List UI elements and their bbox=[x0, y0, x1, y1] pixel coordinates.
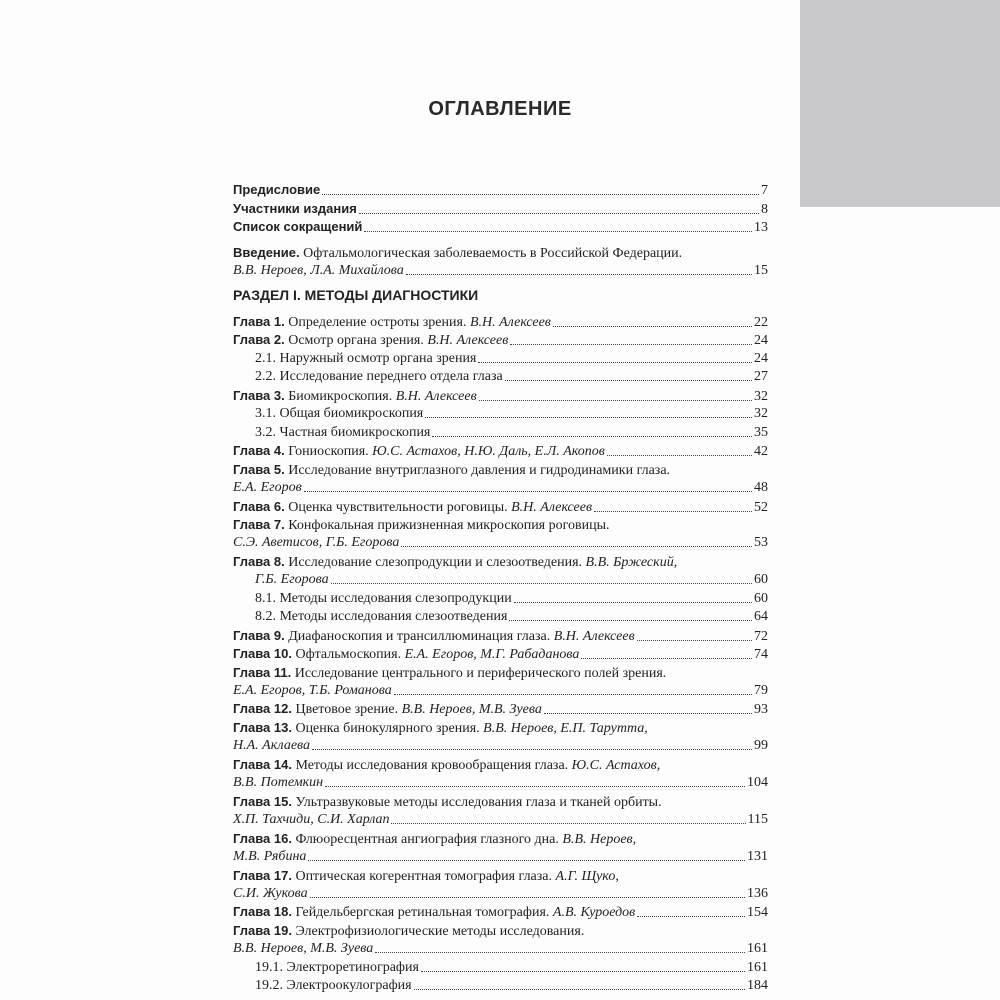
toc-line bbox=[233, 922, 768, 939]
chapter-title: Конфокальная прижизненная микроскопия роговицы. bbox=[284, 517, 610, 533]
toc-entry-text bbox=[255, 590, 512, 607]
toc-line bbox=[233, 830, 768, 847]
dot-leader bbox=[406, 273, 752, 275]
chapter-number: Глава 15. bbox=[233, 793, 292, 809]
toc-entry-text bbox=[255, 350, 476, 367]
toc-line bbox=[233, 608, 768, 625]
toc-entry-text bbox=[233, 940, 373, 957]
chapter-title: Биомикроскопия. bbox=[284, 388, 396, 404]
toc-entry bbox=[233, 181, 768, 199]
chapter-number: Глава 9. bbox=[233, 627, 285, 643]
toc-line bbox=[233, 885, 768, 902]
chapter-title: Гониоскопия. bbox=[284, 444, 373, 460]
toc-line bbox=[233, 700, 768, 717]
page-number: 48 bbox=[754, 480, 768, 496]
dot-leader bbox=[553, 325, 752, 327]
toc-line bbox=[233, 959, 768, 976]
toc-line bbox=[233, 313, 768, 330]
page-number: 8 bbox=[761, 202, 768, 217]
page-number: 99 bbox=[754, 738, 768, 754]
toc-line bbox=[233, 200, 768, 217]
toc-entry-text bbox=[233, 627, 635, 645]
toc-entry bbox=[255, 350, 768, 367]
toc-line bbox=[233, 848, 768, 865]
intro-label: Введение. bbox=[233, 245, 300, 260]
chapter-authors: В.В. Бржеский, bbox=[585, 554, 678, 570]
dot-leader bbox=[325, 785, 745, 787]
page-number: 35 bbox=[754, 424, 768, 440]
toc-line bbox=[233, 553, 768, 570]
toc-line bbox=[233, 461, 768, 478]
chapter-authors-cont: Х.П. Тахчиди, С.И. Харлап bbox=[233, 812, 390, 828]
page-number: 74 bbox=[754, 647, 768, 663]
page-number: 93 bbox=[754, 702, 768, 718]
toc-entry-text bbox=[233, 848, 306, 865]
chapter-title: Офтальмоскопия. bbox=[291, 647, 405, 663]
toc-entry bbox=[233, 313, 768, 331]
intro-authors: В.В. Нероев, Л.А. Михайлова bbox=[233, 263, 404, 278]
dot-leader bbox=[391, 822, 745, 824]
toc-entry-text bbox=[233, 200, 357, 218]
page-number: 60 bbox=[754, 572, 768, 588]
page-number: 13 bbox=[754, 220, 768, 235]
chapter-title: Методы исследования кровообращения глаза. bbox=[291, 757, 572, 773]
toc-line bbox=[233, 811, 768, 828]
toc-entry bbox=[233, 442, 768, 460]
dot-leader bbox=[331, 582, 752, 584]
toc-line bbox=[233, 387, 768, 404]
chapter-authors: В.Н. Алексеев bbox=[427, 333, 509, 349]
chapter-number: Глава 2. bbox=[233, 332, 285, 348]
chapter-authors-cont: Г.Б. Егорова bbox=[255, 572, 329, 588]
dot-leader bbox=[478, 361, 752, 363]
toc-line bbox=[233, 331, 768, 348]
page-number: 27 bbox=[754, 369, 768, 385]
chapter-number: Глава 1. bbox=[233, 314, 285, 329]
toc-entry bbox=[255, 590, 768, 607]
chapter-number: Глава 11. bbox=[233, 664, 292, 680]
toc-line bbox=[233, 368, 768, 385]
toc-entry bbox=[233, 200, 768, 218]
toc-entry bbox=[233, 627, 768, 645]
toc-entry-text bbox=[233, 442, 605, 460]
chapter-authors-cont: Н.А. Аклаева bbox=[233, 738, 311, 754]
chapter-number: Глава 18. bbox=[233, 904, 292, 920]
toc-entry-text bbox=[233, 903, 635, 921]
page-number: 60 bbox=[754, 590, 768, 606]
section-heading: РАЗДЕЛ I. МЕТОДЫ ДИАГНОСТИКИ bbox=[233, 287, 479, 303]
dot-leader bbox=[414, 988, 745, 990]
page-number: 72 bbox=[754, 628, 768, 644]
chapter-number: Глава 14. bbox=[233, 756, 292, 772]
toc-entry-text bbox=[255, 405, 423, 422]
toc-front-label: Список сокращений bbox=[233, 219, 363, 234]
toc-entry-text bbox=[233, 479, 302, 496]
chapter-authors: А.Г. Щуко, bbox=[555, 868, 619, 884]
chapter-title: Диафаноскопия и трансиллюминация глаза. bbox=[284, 628, 554, 644]
toc-entry bbox=[233, 848, 768, 865]
toc-line bbox=[233, 645, 768, 662]
toc-front-label: Предисловие bbox=[233, 182, 321, 197]
toc-entry bbox=[233, 885, 768, 902]
dot-leader bbox=[359, 212, 759, 214]
dot-leader bbox=[594, 510, 752, 512]
chapter-title: Электрофизиологические методы исследования. bbox=[291, 923, 585, 939]
toc-entry bbox=[233, 811, 768, 828]
toc-line bbox=[233, 664, 768, 681]
toc-line bbox=[233, 737, 768, 754]
dot-leader bbox=[509, 619, 752, 621]
page-number: 32 bbox=[754, 406, 768, 422]
intro-text: Офтальмологическая заболеваемость в Российской Федерации. bbox=[299, 246, 683, 261]
subchapter-title: 3.2. Частная биомикроскопия bbox=[255, 424, 431, 440]
toc-entry bbox=[233, 682, 768, 699]
chapter-title: Ультразвуковые методы исследования глаза и тканей орбиты. bbox=[291, 794, 662, 810]
chapter-authors-cont: В.В. Нероев, М.В. Зуева bbox=[233, 941, 374, 957]
chapter-authors: В.В. Нероев, bbox=[562, 831, 637, 847]
chapter-title: Флюоресцентная ангиография глазного дна. bbox=[291, 831, 563, 847]
toc-entry-text bbox=[233, 885, 308, 902]
chapter-authors: В.Н. Алексеев bbox=[395, 388, 477, 404]
chapter-number: Глава 5. bbox=[233, 461, 285, 477]
dot-leader bbox=[505, 379, 752, 381]
toc-entry bbox=[233, 737, 768, 754]
toc-line bbox=[233, 867, 768, 884]
chapter-authors: В.Н. Алексеев bbox=[469, 315, 551, 330]
chapter-title: Исследование центрального и периферического полей зрения. bbox=[291, 665, 667, 681]
toc-entry bbox=[255, 368, 768, 385]
page-number: 131 bbox=[747, 849, 768, 865]
toc-line bbox=[233, 181, 768, 198]
toc-entry bbox=[233, 940, 768, 957]
toc-line bbox=[233, 442, 768, 459]
toc-front-label: Участники издания bbox=[233, 201, 357, 216]
toc-line bbox=[233, 571, 768, 588]
page-number: 184 bbox=[747, 978, 768, 994]
dot-leader bbox=[425, 416, 752, 418]
chapter-number: Глава 13. bbox=[233, 719, 292, 735]
dot-leader bbox=[421, 970, 745, 972]
chapter-number: Глава 7. bbox=[233, 516, 285, 532]
chapter-number: Глава 16. bbox=[233, 830, 292, 846]
toc-entry-text bbox=[233, 331, 508, 349]
chapter-authors-cont: Е.А. Егоров, Т.Б. Романова bbox=[233, 683, 392, 698]
chapter-number: Глава 3. bbox=[233, 387, 285, 403]
chapter-number: Глава 19. bbox=[233, 922, 292, 938]
dot-leader bbox=[304, 490, 752, 492]
toc-line bbox=[233, 424, 768, 441]
chapter-title: Оптическая когерентная томография глаза. bbox=[291, 868, 556, 884]
page-number: 7 bbox=[761, 183, 768, 198]
toc-entry bbox=[233, 645, 768, 663]
toc-line bbox=[233, 682, 768, 699]
toc-entry-text bbox=[233, 682, 392, 699]
toc-line bbox=[233, 350, 768, 367]
toc-entry-text bbox=[255, 977, 412, 994]
toc-entry bbox=[255, 405, 768, 422]
page-number: 115 bbox=[747, 812, 768, 828]
page-number: 104 bbox=[747, 775, 768, 791]
page-number: 79 bbox=[754, 683, 768, 698]
chapter-authors: В.Н. Алексеев bbox=[511, 499, 593, 515]
subchapter-title: 8.2. Методы исследования слезоотведения bbox=[255, 609, 508, 625]
toc-entry bbox=[233, 903, 768, 921]
dot-leader bbox=[401, 545, 752, 547]
chapter-authors: А.В. Куроедов bbox=[552, 905, 636, 921]
toc-line bbox=[233, 756, 768, 773]
chapter-number: Глава 10. bbox=[233, 646, 292, 662]
page-title: ОГЛАВЛЕНИЕ bbox=[428, 98, 572, 120]
toc-entry bbox=[233, 218, 768, 236]
toc-entry bbox=[233, 387, 768, 405]
chapter-title: Оценка бинокулярного зрения. bbox=[291, 720, 484, 736]
toc-entry-text bbox=[255, 571, 329, 588]
toc-line bbox=[233, 627, 768, 644]
toc-entry-text bbox=[233, 181, 320, 199]
page-number: 24 bbox=[754, 333, 768, 349]
page-number: 52 bbox=[754, 499, 768, 515]
dot-leader bbox=[637, 639, 752, 641]
toc-entry bbox=[233, 479, 768, 496]
toc-entry-text bbox=[233, 534, 399, 551]
dot-leader bbox=[637, 915, 745, 917]
toc-line bbox=[233, 940, 768, 957]
toc-entry-text bbox=[233, 737, 310, 754]
dot-leader bbox=[581, 657, 752, 659]
toc-line bbox=[233, 793, 768, 810]
toc-line bbox=[233, 516, 768, 533]
toc-line bbox=[233, 287, 768, 304]
chapter-number: Глава 4. bbox=[233, 443, 285, 459]
chapter-number: Глава 8. bbox=[233, 553, 285, 569]
toc-entry-text bbox=[233, 387, 477, 405]
dot-leader bbox=[375, 951, 745, 953]
toc-line bbox=[233, 479, 768, 496]
dot-leader bbox=[514, 601, 752, 603]
dot-leader bbox=[432, 435, 752, 437]
toc-line bbox=[233, 903, 768, 920]
chapter-title: Осмотр органа зрения. bbox=[284, 333, 428, 349]
dot-leader bbox=[479, 399, 752, 401]
toc-entry bbox=[233, 331, 768, 349]
chapter-title: Исследование слезопродукции и слезоотведения. bbox=[284, 554, 586, 570]
page-number: 15 bbox=[754, 263, 768, 278]
toc-entry-text bbox=[255, 959, 419, 976]
toc-line bbox=[233, 218, 768, 235]
toc-entry bbox=[233, 498, 768, 516]
chapter-number: Глава 6. bbox=[233, 498, 285, 514]
chapter-title: Оценка чувствительности роговицы. bbox=[284, 499, 512, 515]
toc-entry bbox=[233, 534, 768, 551]
chapter-number: Глава 12. bbox=[233, 701, 292, 717]
subchapter-title: 8.1. Методы исследования слезопродукции bbox=[255, 590, 512, 606]
chapter-authors: Е.А. Егоров, М.Г. Рабаданова bbox=[404, 647, 580, 663]
dot-leader bbox=[308, 859, 745, 861]
page-number: 53 bbox=[754, 535, 768, 551]
toc-entry-text bbox=[255, 368, 503, 385]
dot-leader bbox=[310, 896, 745, 898]
page-number: 42 bbox=[754, 444, 768, 460]
toc-line bbox=[233, 534, 768, 551]
subchapter-title: 2.2. Исследование переднего отдела глаза bbox=[255, 369, 503, 385]
subchapter-title: 2.1. Наружный осмотр органа зрения bbox=[255, 350, 477, 366]
page-number: 32 bbox=[754, 388, 768, 404]
toc-entry bbox=[233, 262, 768, 279]
dot-leader bbox=[394, 693, 752, 695]
toc-entry-text bbox=[233, 313, 551, 331]
chapter-title: Гейдельбергская ретинальная томография. bbox=[291, 905, 553, 921]
toc-entry bbox=[255, 977, 768, 994]
subchapter-title: 3.1. Общая биомикроскопия bbox=[255, 406, 424, 422]
toc-entry bbox=[255, 959, 768, 976]
subchapter-title: 19.1. Электроретинография bbox=[255, 959, 419, 975]
toc-entry-text bbox=[233, 645, 579, 663]
toc-entry-text bbox=[233, 218, 362, 236]
chapter-title: Цветовое зрение. bbox=[291, 702, 402, 718]
toc-entry bbox=[255, 608, 768, 625]
page-number: 64 bbox=[754, 609, 768, 625]
page-number: 24 bbox=[754, 350, 768, 366]
dot-leader bbox=[544, 712, 752, 714]
dot-leader bbox=[322, 193, 759, 195]
chapter-authors-cont: М.В. Рябина bbox=[233, 849, 307, 865]
toc-entry-text bbox=[233, 811, 389, 828]
chapter-authors: В.Н. Алексеев bbox=[553, 628, 635, 644]
chapter-authors: В.В. Нероев, Е.П. Тарутта, bbox=[483, 720, 648, 736]
page-number: 154 bbox=[747, 905, 768, 921]
dot-leader bbox=[607, 454, 752, 456]
page-number: 136 bbox=[747, 885, 768, 901]
toc-line bbox=[233, 498, 768, 515]
toc-entry bbox=[255, 571, 768, 588]
toc-line bbox=[233, 774, 768, 791]
toc-entry-text bbox=[233, 700, 542, 718]
toc-line bbox=[233, 590, 768, 607]
chapter-authors-cont: В.В. Потемкин bbox=[233, 775, 324, 791]
chapter-authors-cont: С.И. Жукова bbox=[233, 885, 308, 901]
toc-line bbox=[233, 977, 768, 994]
chapter-number: Глава 17. bbox=[233, 867, 292, 883]
toc-entry bbox=[233, 700, 768, 718]
chapter-authors: Ю.С. Астахов, Н.Ю. Даль, Е.Л. Акопов bbox=[372, 444, 605, 460]
chapter-title: Определение остроты зрения. bbox=[284, 315, 470, 330]
page-number: 22 bbox=[754, 315, 768, 330]
toc-line bbox=[233, 262, 768, 279]
toc-entry-text bbox=[255, 608, 507, 625]
toc-line bbox=[233, 405, 768, 422]
dot-leader bbox=[364, 230, 752, 232]
page-number: 161 bbox=[747, 959, 768, 975]
toc-line bbox=[233, 719, 768, 736]
dot-leader bbox=[510, 343, 752, 345]
chapter-authors-cont: Е.А. Егоров bbox=[233, 480, 302, 496]
chapter-authors: Ю.С. Астахов, bbox=[571, 757, 661, 773]
chapter-authors: В.В. Нероев, М.В. Зуева bbox=[401, 702, 542, 718]
toc-entry bbox=[233, 774, 768, 791]
toc-entry-text bbox=[233, 262, 404, 279]
chapter-title: Исследование внутриглазного давления и гидродинамики глаза. bbox=[284, 462, 671, 478]
toc-entry-text bbox=[233, 498, 592, 516]
page-number: 161 bbox=[747, 941, 768, 957]
subchapter-title: 19.2. Электроокулография bbox=[255, 978, 412, 994]
toc-entry-text bbox=[233, 774, 323, 791]
toc-line bbox=[233, 244, 768, 261]
chapter-authors-cont: С.Э. Аветисов, Г.Б. Егорова bbox=[233, 535, 400, 551]
dot-leader bbox=[312, 748, 752, 750]
toc-entry-text bbox=[255, 424, 430, 441]
toc-entry bbox=[255, 424, 768, 441]
